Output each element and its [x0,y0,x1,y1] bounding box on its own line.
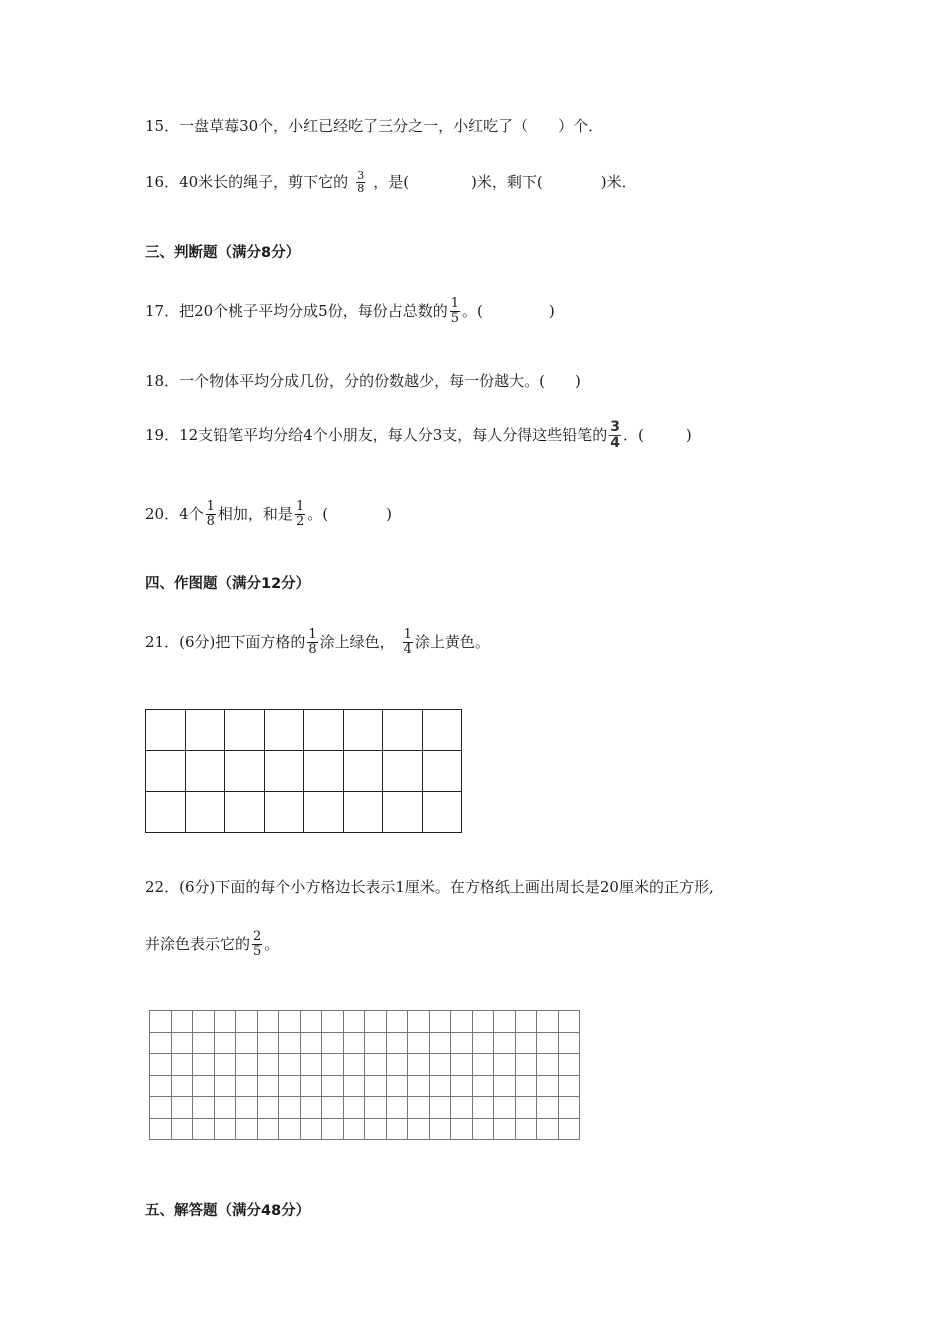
grid-cell[interactable] [279,1075,301,1097]
grid-cell[interactable] [422,710,462,751]
grid-cell[interactable] [304,792,344,833]
grid-cell[interactable] [515,1097,537,1119]
question-20-close: ) [386,504,392,523]
grid-row [146,751,462,792]
grid-cell[interactable] [472,1118,494,1140]
grid-cell[interactable] [150,1032,172,1054]
grid-cell[interactable] [558,1032,580,1054]
question-16-text: 16．40米长的绳子，剪下它的 [145,172,349,191]
question-17-text: 17．把20个桃子平均分成5份，每份占总数的 [145,301,448,320]
section-5-title [145,1204,310,1219]
grid-cell[interactable] [322,1097,344,1119]
question-18 [145,374,581,389]
grid-cell[interactable] [193,1032,215,1054]
grid-cell[interactable] [386,1054,408,1076]
grid-cell[interactable] [150,1011,172,1033]
grid-cell[interactable] [558,1054,580,1076]
grid-cell[interactable] [429,1011,451,1033]
grid-cell[interactable] [472,1054,494,1076]
grid-cell[interactable] [264,710,304,751]
grid-cell[interactable] [386,1032,408,1054]
grid-cell[interactable] [193,1011,215,1033]
fraction-1-4: $\frac{1}{4}$ [403,627,412,657]
grid-cell[interactable] [236,1118,258,1140]
question-19 [145,420,692,450]
grid-row [146,792,462,833]
grid-cell[interactable] [264,792,304,833]
fraction-2-5: $\frac{2}{5}$ [253,929,262,959]
grid-cell[interactable] [236,1054,258,1076]
grid-cell[interactable] [225,792,265,833]
grid-cell[interactable] [558,1118,580,1140]
question-22-text-2: 并涂色表示它的 [145,934,251,953]
coloring-grid[interactable] [145,709,462,833]
question-22-after: 。 [264,934,280,953]
grid-cell[interactable] [515,1011,537,1033]
grid-cell[interactable] [429,1118,451,1140]
grid-cell[interactable] [193,1097,215,1119]
question-21-after: 涂上黄色。 [414,632,490,651]
grid-cell[interactable] [343,751,383,792]
question-18-text: 18．一个物体平均分成几份，分的份数越少，每一份越大。( ) [145,372,581,390]
grid-cell[interactable] [365,1097,387,1119]
grid-cell[interactable] [257,1032,279,1054]
grid-cell[interactable] [214,1011,236,1033]
grid-cell[interactable] [150,1118,172,1140]
grid-cell[interactable] [365,1054,387,1076]
grid-cell[interactable] [537,1118,559,1140]
grid-cell[interactable] [343,1097,365,1119]
grid-cell[interactable] [472,1075,494,1097]
question-16-unit2: )米． [600,172,637,191]
grid-cell[interactable] [451,1097,473,1119]
question-21 [145,628,490,656]
grid-row [150,1075,580,1097]
grid-cell[interactable] [300,1075,322,1097]
grid-cell[interactable] [214,1118,236,1140]
grid-cell[interactable] [408,1118,430,1140]
grid-cell[interactable] [472,1097,494,1119]
grid-cell[interactable] [300,1032,322,1054]
grid-cell[interactable] [383,751,423,792]
grid-cell[interactable] [343,792,383,833]
grid-cell[interactable] [429,1054,451,1076]
question-16 [145,170,637,194]
grid-cell[interactable] [279,1032,301,1054]
graph-paper-grid[interactable] [149,1010,580,1140]
grid-row [150,1097,580,1119]
grid-cell[interactable] [214,1032,236,1054]
grid-row [146,710,462,751]
grid-row [150,1011,580,1033]
grid-row [150,1118,580,1140]
grid-cell[interactable] [214,1075,236,1097]
grid-cell[interactable] [193,1118,215,1140]
question-16-mid: ，是( [373,172,410,191]
grid-cell[interactable] [494,1054,516,1076]
grid-cell[interactable] [451,1118,473,1140]
grid-cell[interactable] [408,1075,430,1097]
question-20 [145,500,392,528]
question-16-unit1: )米，剩下( [471,172,543,191]
question-19-text: 19．12支铅笔平均分给4个小朋友，每人分3支，每人分得这些铅笔的 [145,425,608,444]
grid-cell[interactable] [451,1032,473,1054]
grid-cell[interactable] [214,1054,236,1076]
grid-cell[interactable] [515,1054,537,1076]
grid-cell[interactable] [322,1054,344,1076]
grid-cell[interactable] [558,1097,580,1119]
grid-cell[interactable] [343,1054,365,1076]
grid-cell[interactable] [171,1011,193,1033]
grid-cell[interactable] [146,792,186,833]
grid-cell[interactable] [279,1097,301,1119]
grid-cell[interactable] [300,1011,322,1033]
grid-cell[interactable] [322,1011,344,1033]
grid-cell[interactable] [408,1011,430,1033]
grid-cell[interactable] [343,1032,365,1054]
grid-cell[interactable] [150,1054,172,1076]
question-19-after: ．( [623,425,644,444]
grid-cell[interactable] [408,1032,430,1054]
grid-cell[interactable] [386,1118,408,1140]
question-17-after: 。( [462,301,483,320]
grid-cell[interactable] [365,1011,387,1033]
grid-cell[interactable] [537,1054,559,1076]
question-22-line-2 [145,930,279,958]
grid-cell[interactable] [150,1075,172,1097]
question-15-text: 15．一盘草莓30个，小红已经吃了三分之一，小红吃了（ ）个． [145,117,604,135]
grid-cell[interactable] [279,1054,301,1076]
question-19-close: ) [685,425,692,444]
grid-cell[interactable] [236,1097,258,1119]
grid-cell[interactable] [236,1032,258,1054]
grid-cell[interactable] [322,1032,344,1054]
grid-cell[interactable] [494,1097,516,1119]
grid-cell[interactable] [171,1054,193,1076]
grid-cell[interactable] [429,1075,451,1097]
grid-cell[interactable] [236,1075,258,1097]
grid-cell[interactable] [257,1118,279,1140]
grid-cell[interactable] [304,751,344,792]
grid-cell[interactable] [322,1118,344,1140]
grid-cell[interactable] [386,1075,408,1097]
grid-cell[interactable] [451,1011,473,1033]
grid-cell[interactable] [214,1097,236,1119]
grid-cell[interactable] [146,710,186,751]
grid-cell[interactable] [365,1075,387,1097]
grid-cell[interactable] [279,1118,301,1140]
grid-cell[interactable] [257,1075,279,1097]
grid-cell[interactable] [343,1118,365,1140]
fraction-1-8: $\frac{1}{8}$ [308,627,317,657]
section-4-title [145,577,310,592]
grid-cell[interactable] [515,1118,537,1140]
grid-cell[interactable] [537,1075,559,1097]
grid-cell[interactable] [185,751,225,792]
grid-cell[interactable] [185,710,225,751]
grid-cell[interactable] [537,1011,559,1033]
grid-cell[interactable] [451,1054,473,1076]
question-21-mid: 涂上绿色， [319,632,395,651]
grid-cell[interactable] [558,1011,580,1033]
grid-cell[interactable] [383,792,423,833]
grid-cell[interactable] [422,792,462,833]
grid-cell[interactable] [343,710,383,751]
grid-cell[interactable] [429,1097,451,1119]
grid-cell[interactable] [304,710,344,751]
grid-cell[interactable] [300,1097,322,1119]
grid-cell[interactable] [451,1075,473,1097]
fraction-1-5: $\frac{1}{5}$ [450,296,460,326]
grid-cell[interactable] [300,1118,322,1140]
question-20-after: 。( [307,504,329,523]
grid-cell[interactable] [171,1032,193,1054]
grid-cell[interactable] [322,1075,344,1097]
grid-cell[interactable] [257,1011,279,1033]
grid-cell[interactable] [171,1075,193,1097]
section-title-text: 四、作图题（满分12分） [145,576,311,592]
section-title-text: 五、解答题（满分48分） [145,1203,311,1219]
question-17-close: ) [548,301,555,320]
grid-cell[interactable] [383,710,423,751]
question-21-text: 21．(6分)把下面方格的 [145,632,306,651]
fraction-3-8: $\frac{3}{8}$ [357,169,365,195]
fraction-3-4: $\frac{3}{4}$ [610,419,621,451]
grid-row [150,1054,580,1076]
grid-cell[interactable] [429,1032,451,1054]
grid-cell[interactable] [171,1097,193,1119]
grid-cell[interactable] [422,751,462,792]
fraction-1-2: $\frac{1}{2}$ [295,499,305,529]
grid-cell[interactable] [146,751,186,792]
grid-cell[interactable] [279,1011,301,1033]
grid-cell[interactable] [472,1011,494,1033]
grid-cell[interactable] [225,751,265,792]
grid-cell[interactable] [257,1097,279,1119]
grid-cell[interactable] [515,1075,537,1097]
grid-cell[interactable] [408,1097,430,1119]
grid-cell[interactable] [386,1011,408,1033]
grid-cell[interactable] [264,751,304,792]
grid-cell[interactable] [494,1075,516,1097]
grid-cell[interactable] [236,1011,258,1033]
section-title-text: 三、判断题（满分8分） [145,245,301,261]
grid-cell[interactable] [494,1011,516,1033]
grid-cell[interactable] [365,1032,387,1054]
question-15 [145,119,603,134]
grid-cell[interactable] [185,792,225,833]
grid-cell[interactable] [343,1011,365,1033]
grid-row [150,1032,580,1054]
grid-cell[interactable] [257,1054,279,1076]
grid-cell[interactable] [193,1075,215,1097]
section-3-title [145,246,300,261]
grid-cell[interactable] [300,1054,322,1076]
fraction-1-8: $\frac{1}{8}$ [206,499,215,529]
question-17 [145,297,555,325]
grid-cell[interactable] [343,1075,365,1097]
grid-cell[interactable] [537,1097,559,1119]
grid-cell[interactable] [171,1118,193,1140]
question-20-text: 20．4个 [145,504,204,523]
grid-cell[interactable] [472,1032,494,1054]
question-20-mid: 相加，和是 [217,504,293,523]
grid-cell[interactable] [386,1097,408,1119]
grid-cell[interactable] [537,1032,559,1054]
grid-cell[interactable] [558,1075,580,1097]
grid-cell[interactable] [225,710,265,751]
grid-cell[interactable] [494,1032,516,1054]
grid-cell[interactable] [365,1118,387,1140]
question-22-line-1 [145,880,714,895]
grid-cell[interactable] [193,1054,215,1076]
grid-cell[interactable] [494,1118,516,1140]
grid-cell[interactable] [515,1032,537,1054]
grid-cell[interactable] [408,1054,430,1076]
grid-cell[interactable] [150,1097,172,1119]
question-22-text: 22．(6分)下面的每个小方格边长表示1厘米。在方格纸上画出周长是20厘米的正方形, [145,878,714,896]
